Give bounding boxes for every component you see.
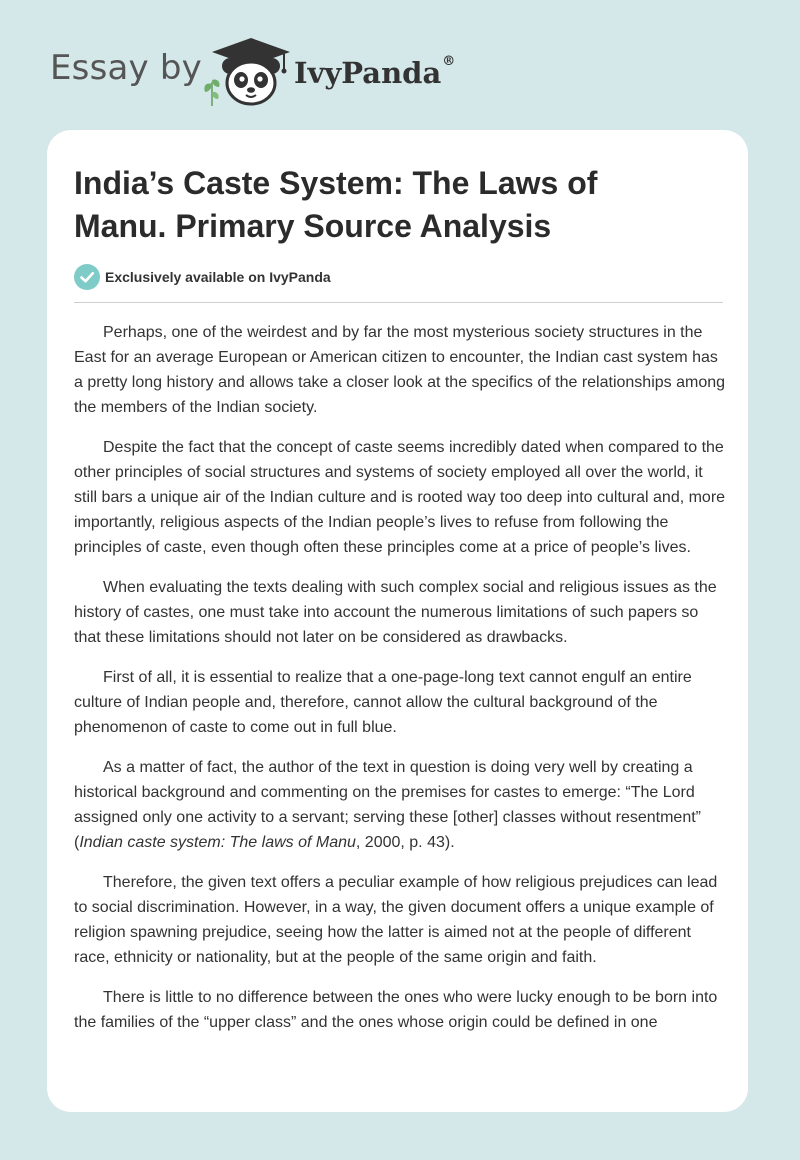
brand-name xyxy=(294,56,455,90)
panda-graduation-cap-icon xyxy=(210,36,292,108)
essay-card xyxy=(47,130,748,1112)
brand-name-text: IvyPanda xyxy=(294,56,442,90)
essay-body xyxy=(74,320,726,1050)
divider xyxy=(74,302,723,303)
check-circle-icon xyxy=(74,264,100,290)
paragraph: Despite the fact that the concept of caste seems incredibly dated when compared to the other principles of social structures and systems of society employed all over the world, it still bars a unique air of the Indian culture and is rooted way too deep into cultural and, more importantly, religious aspects of the Indian people’s lives to refuse from following the principles of caste, even though often these principles come at a price of people’s lives. xyxy=(74,439,726,556)
paragraph: Therefore, the given text offers a peculiar example of how religious prejudices can lead to social discrimination. However, in a way, the given document offers a unique example of religion spawning prejudice, seeing how the latter is aimed not at the people of different race, ethnicity or nationality, but at the people of the same origin and faith. xyxy=(74,874,718,966)
badge-label: Exclusively available on IvyPanda xyxy=(105,269,331,285)
page-title: India’s Caste System: The Laws of Manu. Primary Source Analysis xyxy=(74,165,598,244)
paragraph: There is little to no difference between the ones who were lucky enough to be born into the families of the “upper class” and the ones whose origin could be defined in one xyxy=(74,989,718,1031)
registered-mark: ® xyxy=(442,54,456,69)
exclusive-badge xyxy=(74,264,331,290)
paragraph-text: As a matter of fact, the author of the text in question is doing very well by creating a historical background and commenting on the premises for castes to emerge: “The Lord assigned only one activity to a servant; serving these [other] classes without resentment” ( xyxy=(74,759,701,851)
site-logo[interactable] xyxy=(50,36,470,108)
citation-title: Indian caste system: The laws of Manu xyxy=(79,834,356,851)
paragraph: First of all, it is essential to realize that a one-page-long text cannot engulf an entire culture of Indian people and, therefore, cannot allow the cultural background of the phenomenon of caste to come out in full blue. xyxy=(74,669,692,736)
paragraph: Perhaps, one of the weirdest and by far the most mysterious society structures in the East for an average European or American citizen to encounter, the Indian cast system has a pretty long history and allows take a closer look at the specifics of the relationships among the members of the Indian society. xyxy=(74,324,726,416)
paragraph-text: , 2000, p. 43). xyxy=(355,834,455,851)
logo-prefix-text: Essay by xyxy=(50,48,202,88)
paragraph: When evaluating the texts dealing with such complex social and religious issues as the history of castes, one must take into account the numerous limitations of such papers so that these limitations should not later on be considered as drawbacks. xyxy=(74,579,717,646)
paragraph xyxy=(74,755,726,855)
